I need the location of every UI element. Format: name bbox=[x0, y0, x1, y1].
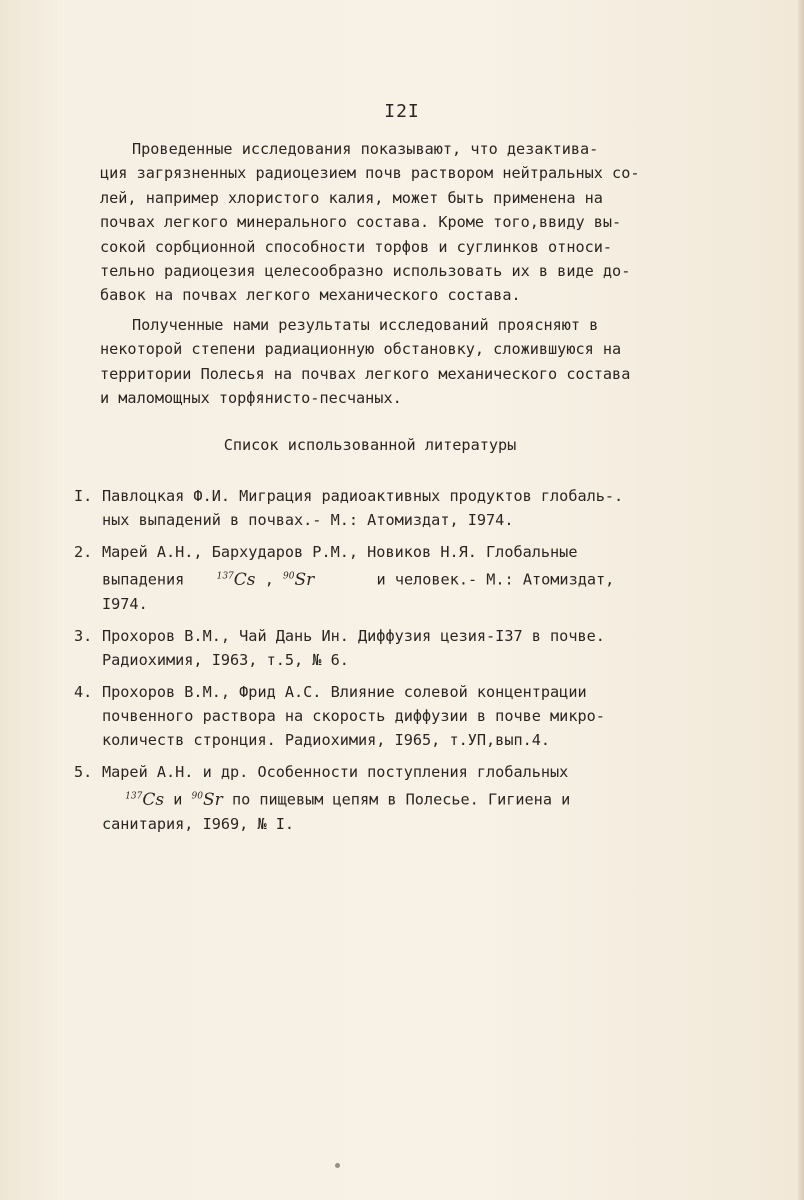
page-number: I2I bbox=[384, 101, 420, 122]
text-line: лей, например хлористого калия, может быть применена на bbox=[100, 188, 603, 207]
reference-line: Радиохимия, I963, т.5, № 6. bbox=[102, 651, 349, 670]
text-line: и маломощных торфянисто-песчаных. bbox=[100, 389, 402, 408]
text-line: ция загрязненных радиоцезием почв раствором нейтральных со- bbox=[100, 164, 640, 183]
reference-text: и человек.- М.: Атомиздат, bbox=[376, 570, 615, 589]
references-list bbox=[74, 484, 714, 844]
reference-number: I. bbox=[74, 487, 93, 505]
reference-line: I974. bbox=[102, 595, 148, 614]
reference-item bbox=[74, 680, 714, 753]
reference-line: ных выпадений в почвах.- М.: Атомиздат, I974. bbox=[102, 511, 514, 530]
text-line: Полученные нами результаты исследований проясняют в bbox=[132, 316, 599, 334]
text-line: Проведенные исследования показывают, что дезактива- bbox=[132, 140, 599, 158]
reference-number: 4. bbox=[74, 682, 93, 701]
reference-line: Павлоцкая Ф.И. Миграция радиоактивных продуктов глобаль-. bbox=[102, 487, 624, 505]
reference-line: количеств стронция. Радиохимия, I965, т.УП,вып.4. bbox=[102, 731, 551, 750]
reference-line: Прохоров В.М., Фрид А.С. Влияние солевой концентрации bbox=[102, 682, 587, 701]
reference-line: Марей А.Н., Бархударов Р.М., Новиков Н.Я. Глобальные bbox=[102, 542, 578, 561]
references-heading: Список использованной литературы bbox=[223, 436, 517, 454]
reference-line: санитария, I969, № I. bbox=[102, 815, 295, 834]
text-line: сокой сорбционной способности торфов и суглинков относи- bbox=[100, 237, 613, 256]
paragraph-1 bbox=[100, 137, 680, 308]
text-line: почвах легкого минерального состава. Кроме того,ввиду вы- bbox=[100, 213, 622, 232]
reference-number: 2. bbox=[74, 542, 93, 561]
reference-line bbox=[102, 564, 714, 592]
paragraph-2 bbox=[100, 313, 680, 411]
text-line: тельно радиоцезия целесообразно использовать их в виде до- bbox=[100, 261, 631, 280]
text-line: некоторой степени радиационную обстановку, сложившуюся на bbox=[100, 340, 622, 359]
conjunction: и bbox=[173, 790, 183, 809]
text-line: территории Полесья на почвах легкого механического состава bbox=[100, 364, 631, 383]
paper-speck bbox=[335, 1163, 340, 1168]
reference-item bbox=[74, 760, 714, 837]
page-edge bbox=[798, 0, 804, 1200]
isotope-sr90: $^{90}$Sr bbox=[283, 569, 315, 590]
reference-text: по пищевым цепям в Полесье. Гигиена и bbox=[231, 790, 571, 809]
reference-line bbox=[102, 784, 714, 812]
isotope-sr90: $^{90}$Sr bbox=[191, 789, 223, 810]
reference-item bbox=[74, 484, 714, 533]
reference-number: 5. bbox=[74, 762, 93, 781]
isotope-cs137: $^{137}$Cs bbox=[125, 789, 165, 810]
isotope-cs137: $^{137}$Cs bbox=[216, 569, 256, 590]
reference-line: Марей А.Н. и др. Особенности поступления глобальных bbox=[102, 762, 569, 781]
reference-item bbox=[74, 624, 714, 673]
reference-line: почвенного раствора на скорость диффузии в почве микро- bbox=[102, 706, 605, 725]
reference-number: 3. bbox=[74, 626, 93, 645]
reference-line: Прохоров В.М., Чай Дань Ин. Диффузия цезия-I37 в почве. bbox=[102, 626, 605, 645]
reference-item bbox=[74, 540, 714, 617]
text-line: бавок на почвах легкого механического состава. bbox=[100, 286, 521, 305]
separator: , bbox=[264, 570, 274, 589]
reference-text: выпадения bbox=[102, 570, 185, 589]
